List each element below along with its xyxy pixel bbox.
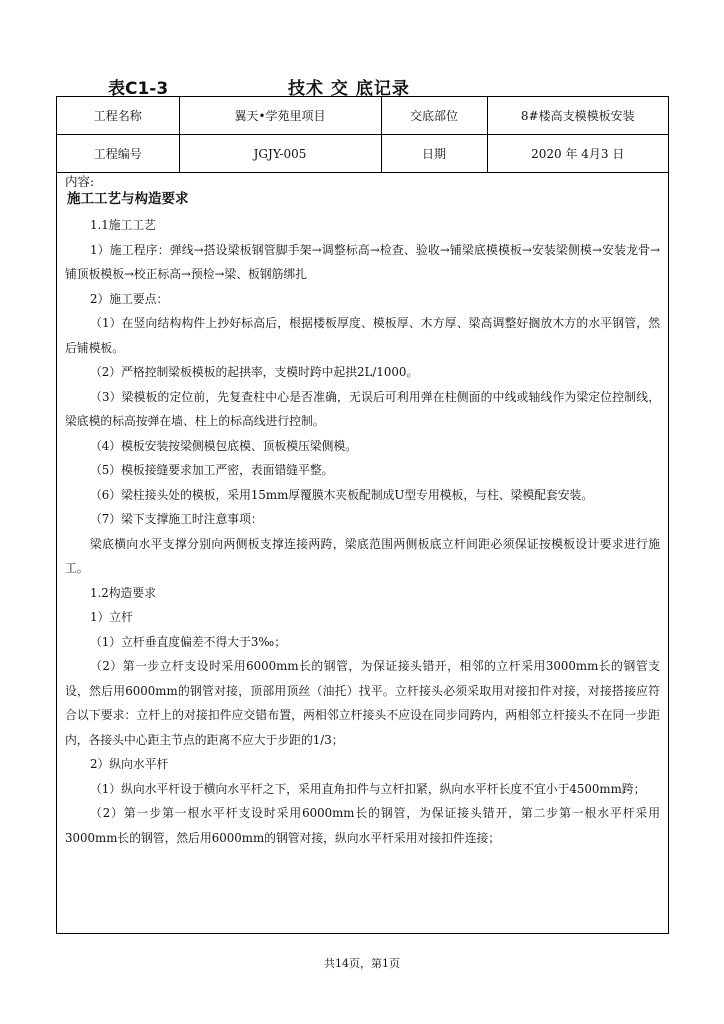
header-table <box>57 97 668 173</box>
location-value: 8#楼高支模模板安装 <box>487 97 668 135</box>
paragraph: （2）第一步第一根水平杆支设时采用6000mm长的钢管，为保证接头错开，第二步第一根水平杆采用3000mm长的钢管，然后用6000mm的钢管对接，纵向水平杆采用对接扣件连接； <box>65 806 660 845</box>
paragraph: （1）纵向水平杆设于横向水平杆之下，采用直角扣件与立杆扣紧，纵向水平杆长度不宜小于4500mm跨； <box>90 781 646 796</box>
paragraph: （7）梁下支撑施工时注意事项： <box>90 512 263 526</box>
paragraph: （2）第一步立杆支设时采用6000mm长的钢管，为保证接头错开，相邻的立杆采用3000mm长的钢管支设，然后用6000mm的钢管对接，顶部用顶丝（油托）找平。立杆接头必须采取用对接扣件对接，对接搭接应符合以下要求：立杆上的对接扣件应交错布置，两相邻立杆接头不应设在同步同跨内，两相邻立杆接头不在同一步距内，各接头中心距主节点的距离不应大于步距的1/3； <box>65 659 660 747</box>
paragraph: （1）立杆垂直度偏差不得大于3‰； <box>90 634 286 649</box>
paragraph: （2）严格控制梁板模板的起拱率，支模时跨中起拱2L/1000。 <box>90 365 419 379</box>
paragraph: 梁底横向水平支撑分别向两侧板支撑连接两跨，梁底范围两侧板底立杆间距必须保证按模板设计要求进行施工。 <box>65 536 660 575</box>
form-code: 表C1-3 <box>108 79 169 99</box>
paragraph: 2）施工要点： <box>90 291 169 306</box>
paragraph: 1）立杆 <box>90 610 133 624</box>
paragraph: 1.2构造要求 <box>90 585 156 600</box>
paragraph: （6）梁柱接头处的模板，采用15mm厚覆膜木夹板配制成U型专用模板，与柱、梁模配套安装。 <box>90 487 594 502</box>
content-label: 内容: <box>65 174 95 189</box>
project-name-label: 工程名称 <box>57 97 179 135</box>
location-label: 交底部位 <box>381 97 487 135</box>
document-title: 技术 交 底记录 <box>288 79 410 99</box>
paragraph: 2）纵向水平杆 <box>90 757 169 771</box>
content-section <box>57 173 668 850</box>
date-label: 日期 <box>381 135 487 173</box>
section-heading: 施工工艺与构造要求 <box>67 191 189 207</box>
paragraph: 1.1施工工艺 <box>90 218 156 232</box>
project-no-value: JGJY-005 <box>179 135 381 173</box>
paragraph: （1）在竖向结构构件上抄好标高后，根据楼板厚度、模板厚、木方厚、梁高调整好搁放木方的水平钢管，然后铺模板。 <box>65 316 660 355</box>
paragraph: 1）施工程序：弹线→搭设梁板钢管脚手架→调整标高→检查、验收→铺梁底模模板→安装梁侧模→安装龙骨→铺顶板模板→校正标高→预检→梁、板钢筋绑扎 <box>65 242 660 281</box>
record-form <box>56 96 669 934</box>
paragraph: （4）模板安装按梁侧模包底模、顶板模压梁侧模。 <box>90 438 358 453</box>
page-footer: 共14页，第1页 <box>324 957 400 970</box>
paragraph: （3）梁模板的定位前，先复查柱中心是否准确，无误后可利用弹在柱侧面的中线或轴线作为梁定位控制线，梁底模的标高按弹在墙、柱上的标高线进行控制。 <box>65 389 660 428</box>
date-value: 2020 年 4月3 日 <box>487 135 668 173</box>
paragraph: （5）模板接缝要求加工严密，表面错缝平整。 <box>90 463 334 477</box>
project-no-label: 工程编号 <box>57 135 179 173</box>
project-name-value: 翼天•学苑里项目 <box>179 97 381 135</box>
